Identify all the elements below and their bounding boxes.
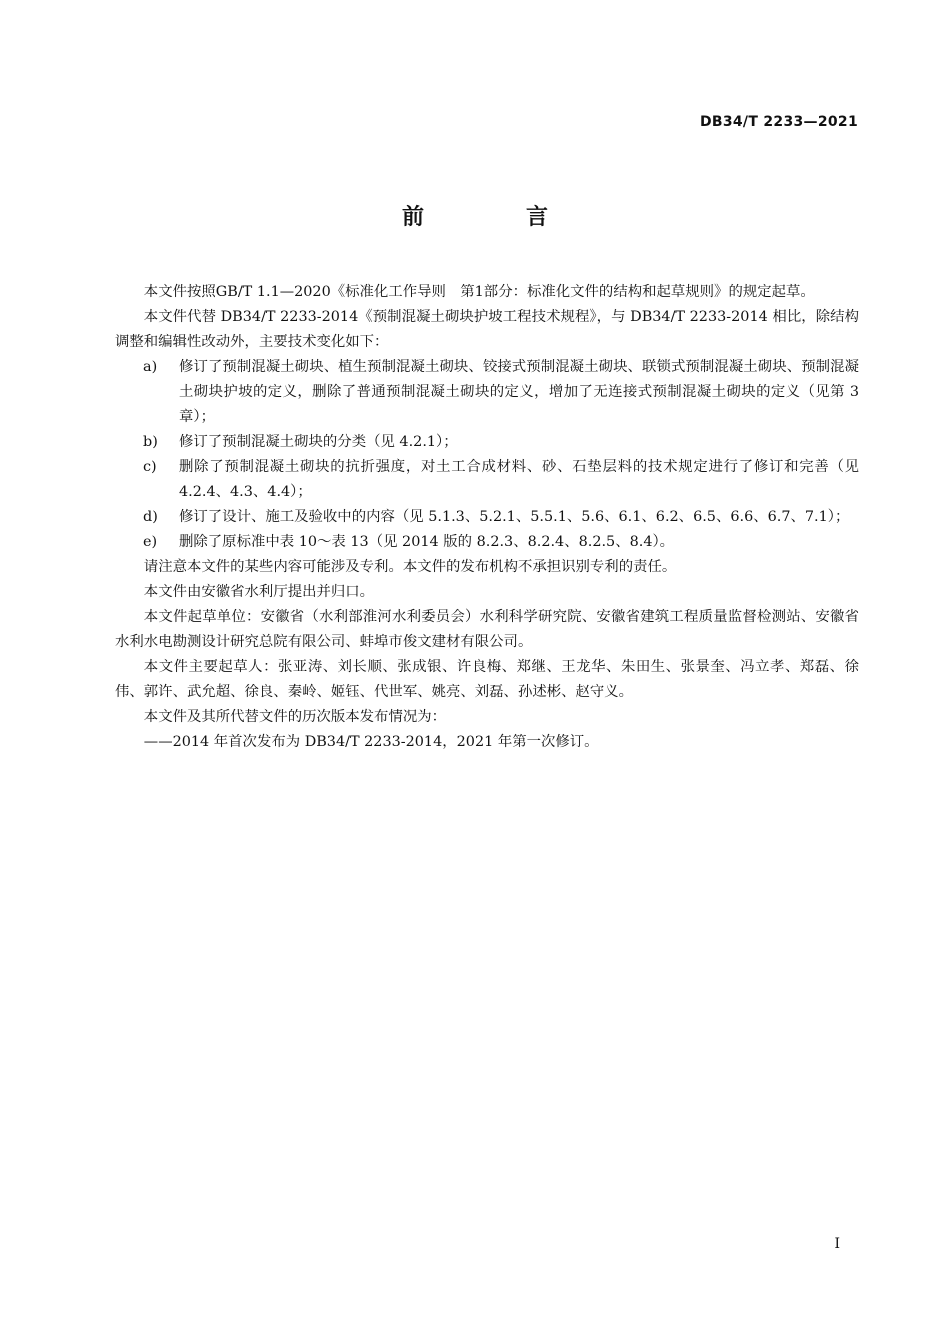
- list-item-text: 修订了设计、施工及验收中的内容（见 5.1.3、5.2.1、5.5.1、5.6、6.1、6.2、6.5、6.6、6.7、7.1）；: [179, 509, 850, 525]
- paragraph-replacement: 本文件代替 DB34/T 2233-2014《预制混凝土砌块护坡工程技术规程》，与 DB34/T 2233-2014 相比，除结构调整和编辑性改动外，主要技术变化如下：: [115, 309, 859, 350]
- page-number: I: [834, 1236, 840, 1252]
- list-item-text: 修订了预制混凝土砌块、植生预制混凝土砌块、铰接式预制混凝土砌块、联锁式预制混凝土砌块、预制混凝土砌块护坡的定义，删除了普通预制混凝土砌块的定义，增加了无连接式预制混凝土砌块的定义（见第 3 章）；: [179, 359, 859, 425]
- paragraph-drafting-units: 本文件起草单位：安徽省（水利部淮河水利委员会）水利科学研究院、安徽省建筑工程质量监督检测站、安徽省水利水电勘测设计研究总院有限公司、蚌埠市俊文建材有限公司。: [115, 609, 859, 650]
- list-item: [115, 455, 859, 505]
- page-title: 前 言: [401, 204, 588, 230]
- paragraph-patent-notice: 请注意本文件的某些内容可能涉及专利。本文件的发布机构不承担识别专利的责任。: [143, 559, 677, 575]
- changes-list: [115, 355, 859, 555]
- document-code: DB34/T 2233—2021: [699, 114, 858, 130]
- foreword-body: [115, 280, 859, 755]
- list-item-text: 修订了预制混凝土砌块的分类（见 4.2.1）；: [179, 434, 458, 450]
- list-item: [115, 530, 859, 555]
- list-item-label: e): [143, 534, 158, 550]
- list-item-label: a): [143, 359, 158, 375]
- list-item: [115, 430, 859, 455]
- list-item-label: d): [143, 509, 158, 525]
- list-item-text: 删除了原标准中表 10～表 13（见 2014 版的 8.2.3、8.2.4、8.2.5、8.4）。: [179, 534, 675, 550]
- list-item-label: c): [143, 459, 157, 475]
- list-item: [115, 355, 859, 430]
- paragraph-version-entry: ——2014 年首次发布为 DB34/T 2233-2014，2021 年第一次修订。: [143, 734, 599, 750]
- paragraph-drafting-rules: 本文件按照GB/T 1.1—2020《标准化工作导则 第1部分：标准化文件的结构和起草规则》的规定起草。: [143, 284, 815, 300]
- list-item: [115, 505, 859, 530]
- paragraph-version-history: 本文件及其所代替文件的历次版本发布情况为：: [143, 709, 447, 725]
- list-item-text: 删除了预制混凝土砌块的抗折强度，对土工合成材料、砂、石垫层料的技术规定进行了修订和完善（见 4.2.4、4.3、4.4）；: [179, 459, 859, 500]
- paragraph-proposer: 本文件由安徽省水利厅提出并归口。: [143, 584, 375, 600]
- list-item-label: b): [143, 434, 158, 450]
- paragraph-drafters: 本文件主要起草人：张亚涛、刘长顺、张成银、许良梅、郑继、王龙华、朱田生、张景奎、冯立孝、郑磊、徐伟、郭许、武允超、徐良、秦岭、姬钰、代世军、姚亮、刘磊、孙述彬、赵守义。: [115, 659, 859, 700]
